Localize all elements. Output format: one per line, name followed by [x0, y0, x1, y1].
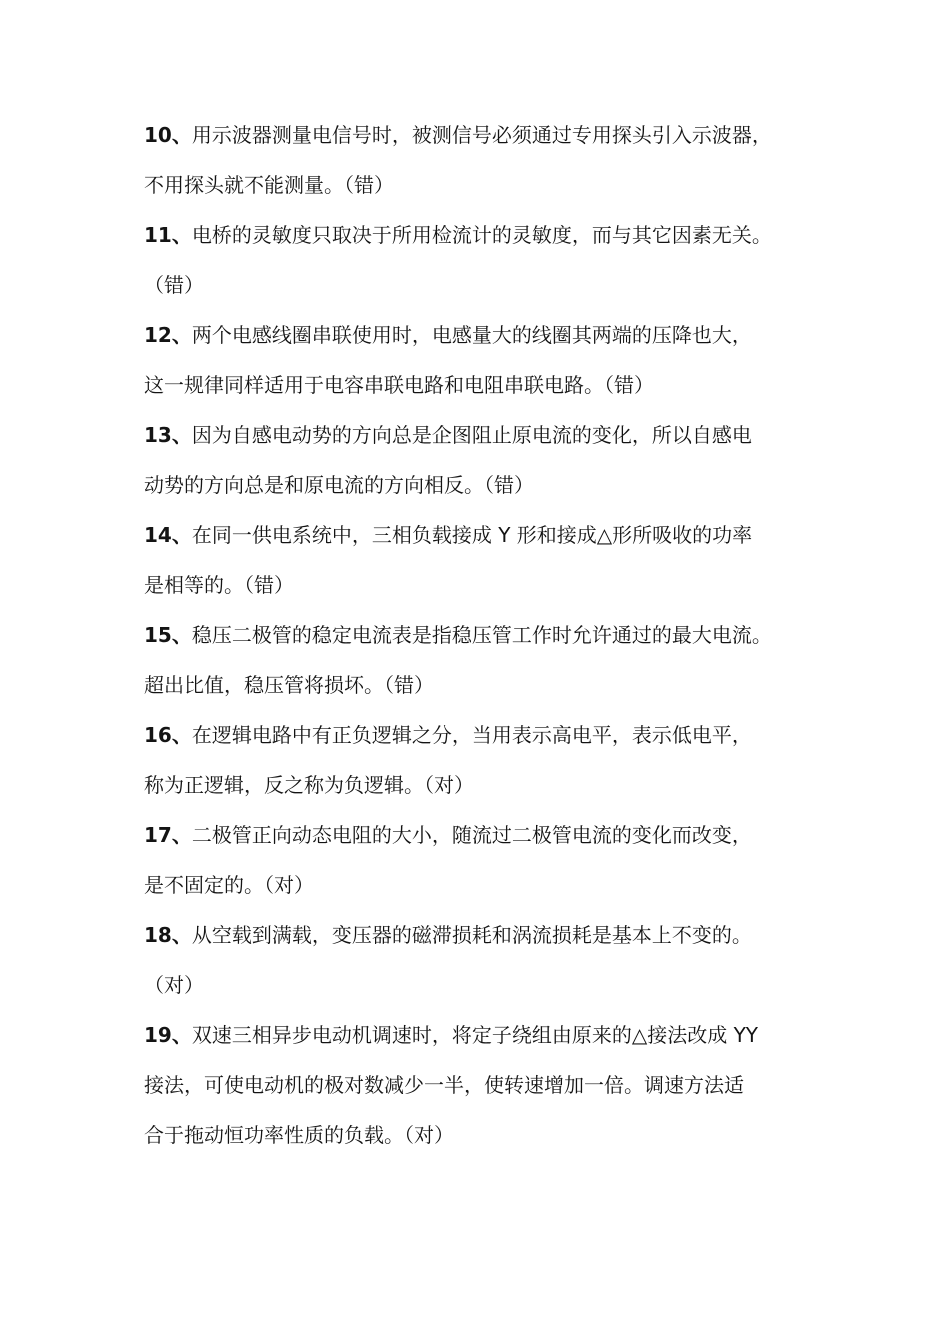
- question-line: [144, 910, 834, 960]
- question-line: [144, 410, 834, 460]
- question-line: [144, 610, 834, 660]
- question-item-16: [144, 710, 834, 810]
- question-item-18: [144, 910, 834, 1010]
- question-text: 用示波器测量电信号时，被测信号必须通过专用探头引入示波器，: [191, 123, 772, 147]
- question-line: [144, 810, 834, 860]
- question-line: [144, 710, 834, 760]
- question-number: 17、: [144, 823, 192, 847]
- question-line: 这一规律同样适用于电容串联电路和电阻串联电路。（错）: [144, 373, 654, 397]
- question-text: 二极管正向动态电阻的大小，随流过二极管电流的变化而改变，: [191, 823, 752, 847]
- question-line: 超出比值，稳压管将损坏。（错）: [144, 673, 434, 697]
- question-line: （错）: [144, 273, 204, 297]
- question-number: 14、: [144, 523, 192, 547]
- question-line: 称为正逻辑，反之称为负逻辑。（对）: [144, 773, 474, 797]
- question-number: 19、: [144, 1023, 192, 1047]
- question-number: 15、: [144, 623, 192, 647]
- question-text: 双速三相异步电动机调速时，将定子绕组由原来的△接法改成 YY: [191, 1023, 759, 1047]
- question-number: 16、: [144, 723, 192, 747]
- question-item-11: [144, 210, 834, 310]
- question-line: [144, 510, 834, 560]
- question-item-17: [144, 810, 834, 910]
- question-line: 动势的方向总是和原电流的方向相反。（错）: [144, 473, 534, 497]
- question-item-14: [144, 510, 834, 610]
- question-line: 接法，可使电动机的极对数减少一半，使转速增加一倍。调速方法适: [144, 1073, 744, 1097]
- question-line: [144, 210, 834, 260]
- question-line: 不用探头就不能测量。（错）: [144, 173, 394, 197]
- question-number: 13、: [144, 423, 192, 447]
- question-line: [144, 1010, 834, 1060]
- question-text: 因为自感电动势的方向总是企图阻止原电流的变化，所以自感电: [191, 423, 752, 447]
- question-text: 两个电感线圈串联使用时，电感量大的线圈其两端的压降也大，: [191, 323, 752, 347]
- question-item-13: [144, 410, 834, 510]
- question-item-15: [144, 610, 834, 710]
- question-line: [144, 110, 834, 160]
- question-line: 是不固定的。（对）: [144, 873, 314, 897]
- question-number: 18、: [144, 923, 192, 947]
- question-number: 11、: [144, 223, 192, 247]
- question-text: 在同一供电系统中，三相负载接成 Y 形和接成△形所吸收的功率: [191, 523, 753, 547]
- question-line: 是相等的。（错）: [144, 573, 294, 597]
- question-line: [144, 310, 834, 360]
- question-text: 电桥的灵敏度只取决于所用检流计的灵敏度，而与其它因素无关。: [191, 223, 772, 247]
- question-number: 12、: [144, 323, 192, 347]
- question-text: 从空载到满载，变压器的磁滞损耗和涡流损耗是基本上不变的。: [191, 923, 752, 947]
- question-text: 在逻辑电路中有正负逻辑之分，当用表示高电平，表示低电平，: [191, 723, 752, 747]
- question-item-12: [144, 310, 834, 410]
- question-line: （对）: [144, 973, 204, 997]
- question-number: 10、: [144, 123, 192, 147]
- question-text: 稳压二极管的稳定电流表是指稳压管工作时允许通过的最大电流。: [191, 623, 772, 647]
- question-list: [144, 110, 834, 1160]
- question-line: 合于拖动恒功率性质的负载。（对）: [144, 1123, 454, 1147]
- question-item-10: [144, 110, 834, 210]
- question-item-19: [144, 1010, 834, 1160]
